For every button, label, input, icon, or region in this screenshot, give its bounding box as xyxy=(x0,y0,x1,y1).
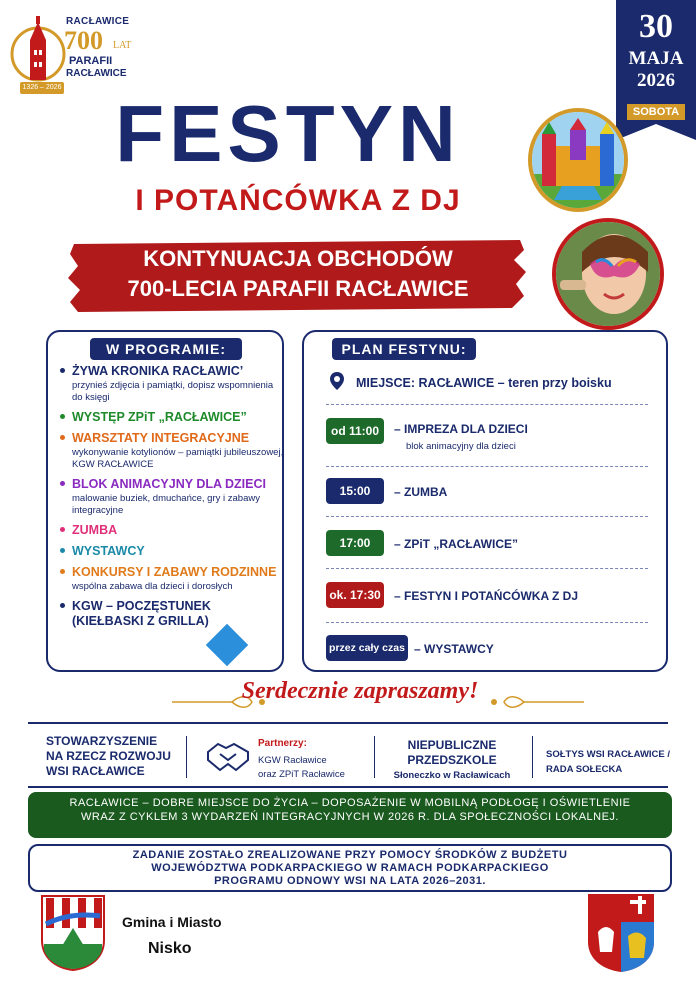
logo-line3: RACŁAWICE xyxy=(66,68,127,79)
program-heading: W PROGRAMIE: xyxy=(90,338,242,360)
location-pin-icon xyxy=(330,372,344,390)
bullet-icon xyxy=(60,603,65,608)
task-banner-text: ZADANIE ZOSTAŁO ZREALIZOWANE PRZY POMOCY ŚRODKÓW Z BUDŻETU WOJEWÓDZTWA PODKARPACKIEGO W RAMACH PODKARPACKIEGO PROGRAMU ODNOWY WSI NA LATA 2026–2031. xyxy=(132,849,568,887)
logo-years: 1326 – 2026 xyxy=(20,82,64,94)
title-main: FESTYN xyxy=(115,89,461,178)
place-line xyxy=(356,376,612,390)
preschool-name: NIEPUBLICZNE PRZEDSZKOLE xyxy=(407,738,497,767)
program-item-title: KONKURSY I ZABAWY RODZINNE xyxy=(72,565,277,579)
program-item-title: WARSZTATY INTEGRACYJNE xyxy=(72,431,250,445)
divider xyxy=(532,736,533,778)
program-item xyxy=(56,364,284,404)
event-time-badge: 15:00 xyxy=(326,478,384,504)
bullet-icon xyxy=(60,414,65,419)
partner-2: oraz ZPiT Racławice xyxy=(258,769,345,780)
event-desc: blok animacyjny dla dzieci xyxy=(406,441,516,452)
divider xyxy=(186,736,187,778)
gmina-line1: Gmina i Miasto xyxy=(122,914,222,930)
soltys-name: SOŁTYS WSI RACŁAWICE / RADA SOŁECKA xyxy=(546,749,671,775)
program-item-title: WYSTĘP ZPiT „RACŁAWICE” xyxy=(72,410,247,424)
bullet-icon xyxy=(60,481,65,486)
logo-number: 700 xyxy=(64,26,103,55)
title-sub: I POTAŃCÓWKA Z DJ xyxy=(135,184,461,217)
handshake-icon xyxy=(206,740,250,774)
bullet-icon xyxy=(60,569,65,574)
program-item xyxy=(56,477,284,517)
program-item xyxy=(56,565,284,593)
nisko-coat-of-arms-icon xyxy=(40,894,106,972)
partners-label: Partnerzy: xyxy=(258,738,307,749)
program-item xyxy=(56,410,284,425)
program-list xyxy=(56,364,284,635)
divider xyxy=(374,736,375,778)
program-item-desc: malowanie buziek, dmuchańce, gry i zabawy integracyjne xyxy=(72,493,260,516)
event-time-badge: przez cały czas xyxy=(326,635,408,661)
plan-divider xyxy=(326,516,648,517)
event-title: – WYSTAWCY xyxy=(414,642,494,656)
program-item-desc: przynieś zdjęcia i pamiątki, dopisz wspomnienia do księgi xyxy=(72,380,274,403)
program-item-title: WYSTAWCY xyxy=(72,544,145,558)
bullet-icon xyxy=(60,368,65,373)
plan-divider xyxy=(326,404,648,405)
plan-divider xyxy=(326,466,648,467)
ornament-right-icon xyxy=(484,695,584,709)
logo-lat: LAT xyxy=(113,40,132,51)
plan-heading: PLAN FESTYNU: xyxy=(332,338,476,360)
program-item-title: KGW – POCZĘSTUNEK (KIEŁBASKI Z GRILLA) xyxy=(72,599,211,628)
partner-1: KGW Racławice xyxy=(258,755,327,766)
program-item xyxy=(56,544,284,559)
event-time-badge: 17:00 xyxy=(326,530,384,556)
invite-text: Serdecznie zapraszamy! xyxy=(241,678,479,704)
event-title: – FESTYN I POTAŃCÓWKA Z DJ xyxy=(394,589,579,603)
preschool-sub: Słoneczko w Racławicach xyxy=(393,770,511,781)
program-item-desc: wykonywanie kotylionów – pamiątki jubileuszowej, KGW RACŁAWICE xyxy=(72,447,284,470)
event-title: – ZPiT „RACŁAWICE” xyxy=(394,537,519,551)
program-item-title: ŻYWA KRONIKA RACŁAWIC’ xyxy=(72,364,244,378)
bouncy-castle-photo xyxy=(528,108,628,212)
program-item xyxy=(56,599,212,629)
date-weekday: SOBOTA xyxy=(627,104,685,120)
place-detail: – teren przy boisku xyxy=(494,376,612,390)
logo-line1: RACŁAWICE xyxy=(66,16,130,27)
bullet-icon xyxy=(60,435,65,440)
date-day: 30 xyxy=(639,8,673,45)
program-item-desc: wspólna zabawa dla dzieci i dorosłych xyxy=(72,581,233,592)
partners-top-line xyxy=(28,722,668,724)
event-time-badge: od 11:00 xyxy=(326,418,384,444)
program-item xyxy=(56,431,284,471)
program-item-title: BLOK ANIMACYJNY DLA DZIECI xyxy=(72,477,266,491)
program-item xyxy=(56,523,284,538)
plan-divider xyxy=(326,568,648,569)
place-label: MIEJSCE: RACŁAWICE xyxy=(356,376,495,390)
face-painting-photo xyxy=(552,218,664,330)
date-month: MAJA xyxy=(628,48,684,69)
banner-line1: KONTYNUACJA OBCHODÓW xyxy=(143,246,453,271)
bullet-icon xyxy=(60,527,65,532)
podkarpackie-coat-of-arms-icon xyxy=(586,892,656,974)
partners-bottom-line xyxy=(28,786,668,788)
green-banner-text: RACŁAWICE – DOBRE MIEJSCE DO ŻYCIA – DOPOSAŻENIE W MOBILNĄ PODŁOGĘ I OŚWIETLENIE WRAZ Z CYKLEM 3 WYDARZEŃ INTEGRACYJNYCH W 2026 R. DLA SPOŁECZNOŚCI LOKALNEJ. xyxy=(69,797,631,823)
event-time-badge: ok. 17:30 xyxy=(326,582,384,608)
logo-line2: PARAFII xyxy=(69,55,113,67)
program-item-title: ZUMBA xyxy=(72,523,118,537)
date-year: 2026 xyxy=(637,70,675,91)
plan-divider xyxy=(326,622,648,623)
banner-line2: 700-LECIA PARAFII RACŁAWICE xyxy=(127,276,469,301)
gmina-line2: Nisko xyxy=(148,940,192,957)
event-title: – ZUMBA xyxy=(394,485,448,499)
association-name: STOWARZYSZENIE NA RZECZ ROZWOJU WSI RACŁAWICE xyxy=(46,734,171,778)
event-title: – IMPREZA DLA DZIECI xyxy=(394,422,528,436)
partners-list xyxy=(258,754,345,782)
bullet-icon xyxy=(60,548,65,553)
